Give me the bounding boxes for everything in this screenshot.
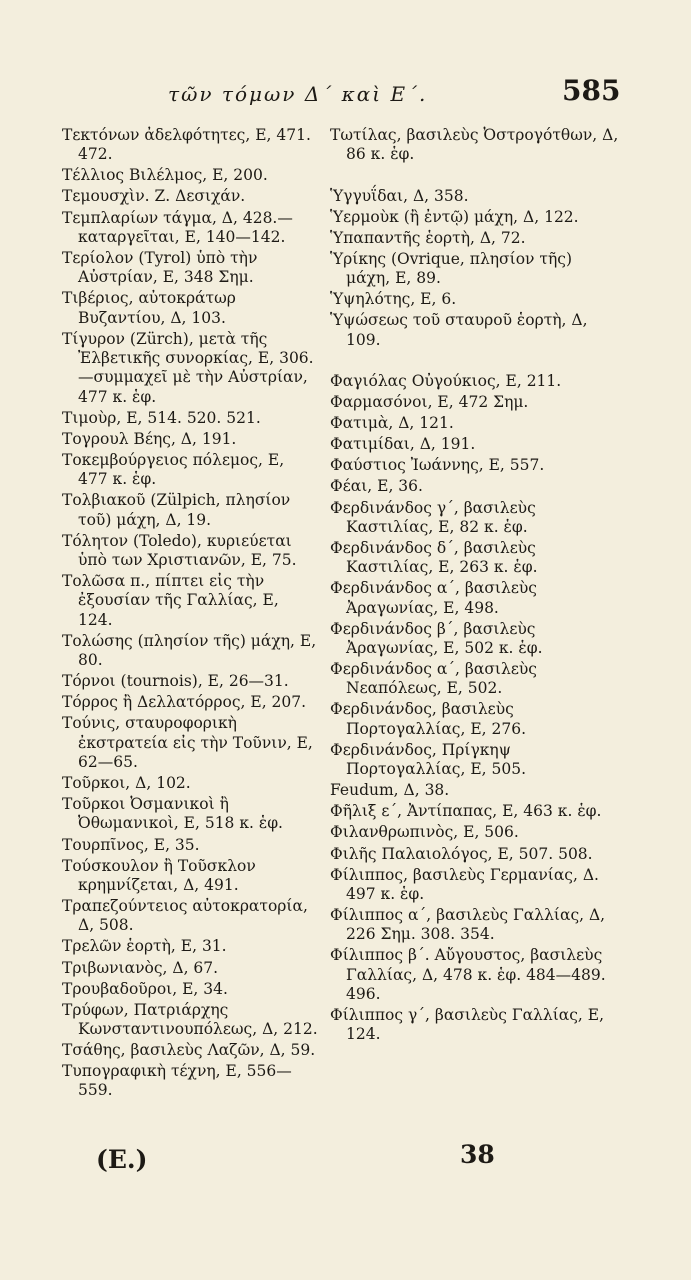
index-entry: Φαύστιος Ἰωάννης, Ε, 557.: [330, 456, 545, 475]
index-entry: Ὑρίκης (Ovrique, πλησίον τῆς) μάχη, Ε, 89.: [330, 249, 572, 288]
signature-mark: (E.): [96, 1145, 148, 1174]
index-entry: Φατιμίδαι, Δ, 191.: [330, 435, 476, 454]
index-entry: Φερδινάνδος, Πρίγκηψ Πορτογαλλίας, Ε, 505.: [330, 740, 527, 779]
index-entry: Τρελῶν ἑορτὴ, Ε, 31.: [62, 937, 227, 956]
index-entry: Φίλιππος α΄, βασιλεὺς Γαλλίας, Δ, 226 Σημ. 308. 354.: [330, 906, 606, 944]
index-entry: Τραπεζούντειος αὐτοκρατορία, Δ, 508.: [62, 897, 308, 935]
index-entry: Τόρρος ἢ Δελλατόρρος, Ε, 207.: [62, 693, 307, 712]
index-entry: Τριβωνιανὸς, Δ, 67.: [62, 958, 219, 977]
index-entry: Τίγυρον (Zürch), μετὰ τῆς Ἐλβετικῆς συνορκίας, Ε, 306. —συμμαχεῖ μὲ τὴν Αὐστρίαν, 477 κ. ἑφ.: [62, 329, 314, 406]
index-entry: Τιμοὺρ, Ε, 514. 520. 521.: [62, 408, 261, 427]
index-entry: Τοῦρκοι Ὀσμανικοὶ ἢ Ὀθωμανικοὶ, Ε, 518 κ. ἑφ.: [62, 795, 283, 833]
index-entry: Τυπογραφικὴ τέχνη, Ε, 556— 559.: [62, 1062, 292, 1100]
index-entry: Τεμπλαρίων τάγμα, Δ, 428.— καταργεῖται, Ε, 140—142.: [62, 208, 293, 246]
index-entry: Φατιμὰ, Δ, 121.: [330, 414, 454, 433]
index-entry: Τόλητον (Toledo), κυριεύεται ὑπὸ των Χριστιανῶν, Ε, 75.: [62, 531, 297, 569]
index-entry: Ὑπαπαντῆς ἑορτὴ, Δ, 72.: [330, 228, 526, 247]
index-entry: Ὑερμοὺκ (ἢ ἐντῷ) μάχη, Δ, 122.: [330, 207, 579, 226]
index-entry: Φερδινάνδος α΄, βασιλεὺς Νεαπόλεως, Ε, 502.: [330, 660, 537, 698]
index-entry: Φερδινάνδος, βασιλεὺς Πορτογαλλίας, Ε, 276.: [330, 700, 527, 738]
index-entry: Τολβιακοῦ (Zülpich, πλησίον τοῦ) μάχη, Δ, 19.: [62, 491, 291, 529]
index-entry: Ὑψηλότης, Ε, 6.: [330, 290, 457, 309]
index-entry: Φιλῆς Παλαιολόγος, Ε, 507. 508.: [330, 844, 593, 863]
index-entry: Τέλλιος Βιλέλμος, Ε, 200.: [62, 166, 268, 185]
index-entry: Τουρπῖνος, Ε, 35.: [62, 835, 200, 854]
index-entry: Τωτίλας, βασιλεὺς Ὀστρογότθων, Δ, 86 κ. ἑφ.: [330, 126, 619, 164]
index-entry: Τεκτόνων ἀδελφότητες, Ε, 471. 472.: [62, 126, 311, 164]
index-entry: Ὑψώσεως τοῦ σταυροῦ ἑορτὴ, Δ, 109.: [330, 311, 588, 349]
index-entry: Φίλιππος γ΄, βασιλεὺς Γαλλίας, Ε, 124.: [330, 1006, 605, 1044]
index-entry: Feudum, Δ, 38.: [330, 781, 450, 800]
index-column-left: [62, 126, 318, 1103]
index-entry: Φερδινάνδος α΄, βασιλεὺς Ἀραγωνίας, Ε, 498.: [330, 579, 537, 617]
index-entry: Τιβέριος, αὐτοκράτωρ Βυζαντίου, Δ, 103.: [62, 289, 236, 327]
index-entry: Τερίολον (Tyrol) ὑπὸ τὴν Αὐστρίαν, Ε, 348 Σημ.: [62, 248, 258, 287]
index-entry: Τολῶσα π., πίπτει εἰς τὴν ἐξουσίαν τῆς Γαλλίας, Ε, 124.: [62, 572, 279, 629]
index-entry: Τεμουσχὶν. Ζ. Δεσιχάν.: [62, 187, 246, 206]
index-entry: Τοκεμβούργειος πόλεμος, Ε, 477 κ. ἑφ.: [62, 450, 285, 489]
index-entry: Φαγιόλας Οὐγούκιος, Ε, 211.: [330, 371, 562, 390]
index-entry: Φίλιππος β΄. Αὔγουστος, βασιλεὺς Γαλλίας, Δ, 478 κ. ἑφ. 484—489. 496.: [330, 946, 606, 1003]
index-entry: Τούσκουλον ἢ Τοῦσκλον κρημνίζεται, Δ, 491.: [62, 856, 256, 894]
page-number: 585: [562, 74, 621, 107]
index-entry: Τογρουλ Βέης, Δ, 191.: [62, 429, 237, 448]
index-entry: Τσάθης, βασιλεὺς Λαζῶν, Δ, 59.: [62, 1041, 316, 1060]
index-entry: Τοῦρκοι, Δ, 102.: [62, 774, 191, 793]
index-entry: Φιλανθρωπινὸς, Ε, 506.: [330, 823, 519, 842]
index-entry: Φερδινάνδος δ΄, βασιλεὺς Καστιλίας, Ε, 263 κ. ἑφ.: [330, 538, 538, 577]
index-entry: Φερδινάνδος β΄, βασιλεὺς Ἀραγωνίας, Ε, 502 κ. ἑφ.: [330, 619, 543, 657]
index-entry: Τόρνοι (tournois), Ε, 26—31.: [62, 672, 289, 691]
sheet-number: 38: [460, 1140, 495, 1169]
index-entry: Τολώσης (πλησίον τῆς) μάχη, Ε, 80.: [62, 631, 317, 670]
index-entry: Φερδινάνδος γ΄, βασιλεὺς Καστιλίας, Ε, 82 κ. ἑφ.: [330, 498, 536, 536]
index-entry: Τρουβαδοῦροι, Ε, 34.: [62, 979, 228, 998]
index-entry: Φῆλιξ ε΄, Ἀντίπαπας, Ε, 463 κ. ἑφ.: [330, 802, 602, 821]
index-entry: Φίλιππος, βασιλεὺς Γερμανίας, Δ. 497 κ. ἑφ.: [330, 865, 599, 903]
index-entry: Φέαι, Ε, 36.: [330, 477, 423, 496]
index-entry: Τρύφων, Πατριάρχης Κωνσταντινουπόλεως, Δ, 212.: [62, 1000, 318, 1038]
index-entry: Φαρμασόνοι, Ε, 472 Σημ.: [330, 393, 529, 412]
index-entry: Ὑγγυΐδαι, Δ, 358.: [330, 186, 469, 205]
index-column-right: [330, 126, 620, 1046]
page-header: [0, 72, 691, 112]
running-title: τῶν τόμων Δ΄ καὶ Ε΄.: [168, 82, 428, 106]
index-entry: Τούνις, σταυροφορικὴ ἐκστρατεία εἰς τὴν Τοῦνιν, Ε, 62—65.: [62, 714, 313, 771]
